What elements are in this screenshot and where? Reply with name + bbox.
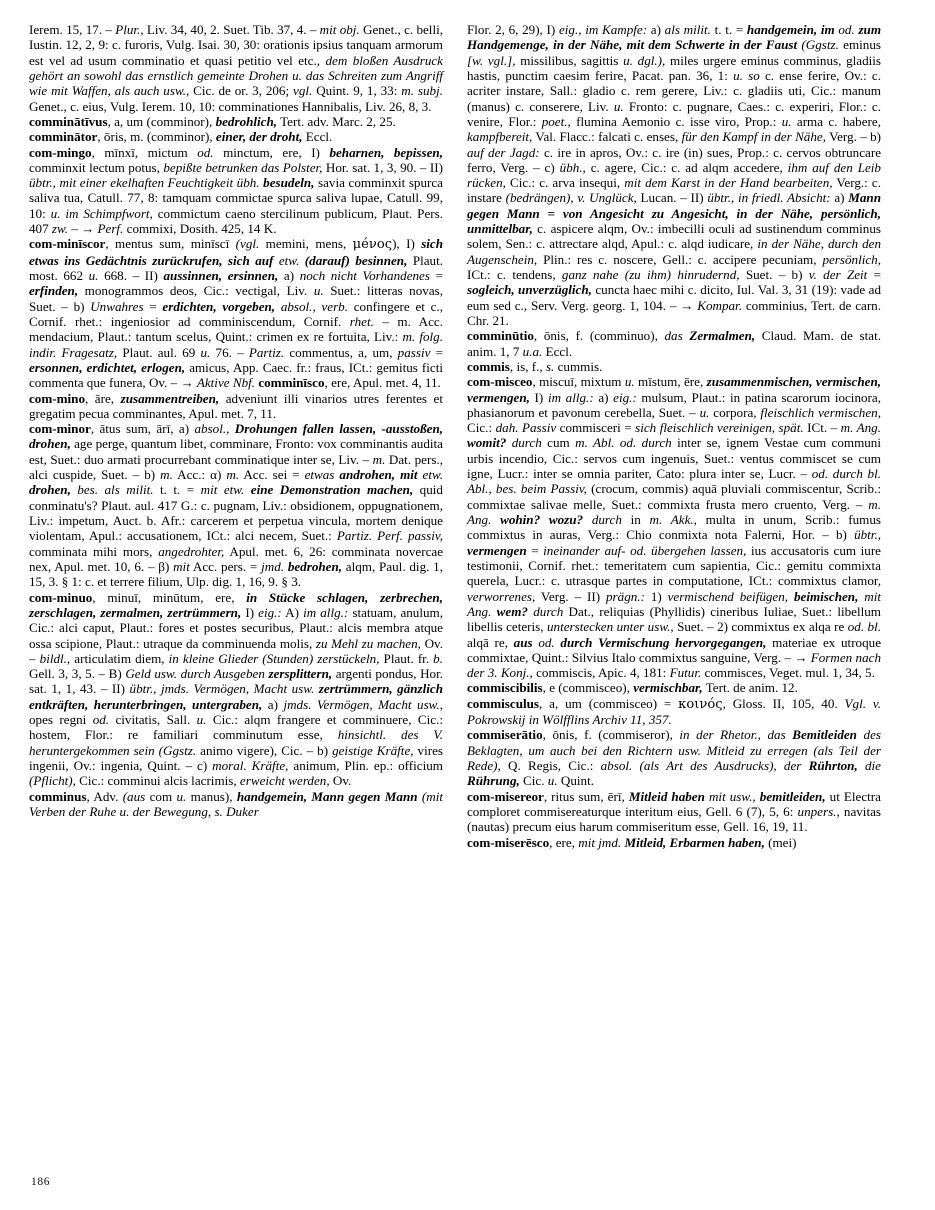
dictionary-entry: comminūtio, ōnis, f. (comminuo), das Zermalmen, Claud. Mam. de stat. anim. 1, 7 u.a. Eccl. (467, 328, 881, 359)
dictionary-entry: com-mingo, mīnxī, mictum od. minctum, ere, I) beharnen, bepissen, comminxit lectum potus, bepißte betrunken das Polster, Hor. sat. 1, 3, 90. – II) übtr., mit einer ekelhaften Feuchtigkeit übh. besudeln, savia comminxit spurca saliva tua, Catull. 77, 8: tamquam commictae spurca saliva lupae, Catull. 99, 10: u. im Schimpfwort, commictum caeno stercilinum publicum, Plaut. Pers. 407 zw. – → Perf. commixi, Dosith. 425, 14 K. (29, 144, 443, 237)
dictionary-entry: com-minīscor, mentus sum, minīscī (vgl. memini, mens, μéνος), I) sich etwas ins Gedächtnis zurückrufen, sich auf etw. (darauf) besinnen, Plaut. most. 662 u. 668. – II) aussinnen, ersinnen, a) noch nicht Vorhandenes = erfinden, monogrammos deos, Cic.: vectigal, Liv. u. Suet.: litteras novas, Suet. – b) Unwahres = erdichten, vorgeben, absol., verb. confingere et c., Cornif. rhet.: ingeniosior ad comminiscendum, Cornif. rhet. – m. Acc. mendacium, Plaut.: tantum scelus, Quint.: crimen ex re fortuita, Liv.: m. folg. indir. Fragesatz, Plaut. aul. 69 u. 76. – Partiz. commentus, a, um, passiv = ersonnen, erdichtet, erlogen, amicus, App. Caec. fr.: fraus, ICt.: gemitus ficti commenta que funera, Ov. – → Aktive Nbf. comminīsco, ere, Apul. met. 4, 11. (29, 236, 444, 391)
entry-continuation: Ierem. 15, 17. – Plur., Liv. 34, 40, 2. Suet. Tib. 37, 4. – mit obj. Genet., c. belli, Iustin. 12, 2, 9: c. furoris, Vulg. Isai. 30, 30: orationis ipsius tanquam armorum est vel ad usum comminatio et quasi petitio vel etc., dem bloßen Ausdruck gehört an sowohl das ernstlich gemeinte Drohen u. das Schreiten zum Angriff wie mit Waffen, als auch usw., Cic. de or. 3, 206; vgl. Quint. 9, 1, 33: m. subj. Genet., c. eius, Vulg. Ierem. 10, 10: comminationes Hannibalis, Liv. 26, 8, 3. (29, 22, 443, 114)
dictionary-entry: comminātor, ōris, m. (comminor), einer, der droht, Eccl. (29, 129, 333, 145)
dictionary-entry: commis, is, f., s. cummis. (467, 358, 603, 374)
two-column-body (29, 22, 909, 1152)
dictionary-entry: commiscibilis, e (commisceo), vermischbar, Tert. de anim. 12. (467, 680, 798, 696)
page-number: 186 (31, 1176, 51, 1188)
dictionary-entry: com-minor, ātus sum, ārī, a) absol., Drohungen fallen lassen, -ausstoßen, drohen, age perge, quantum libet, comminare, Fronto: vox comminantis audita est, Suet.: duo armati procurrebant comminatique inter se, Liv. – m. Dat. pers., alci cuspide, Suet. – b) m. Acc.: α) m. Acc. sei = etwas androhen, mit etw. drohen, bes. als milit. t. t. = mit etw. eine Demonstration machen, quid conminatu's? Plaut. aul. 417 G.: c. pugnam, Liv.: obsidionem, oppugnationem, Liv.: impetum, Auct. b. Afr.: carcerem et perpetua vincula, mortem denique violentam, Apul.: accusationem, ICt.: alci necem, Suet.: Partiz. Perf. passiv, comminata mihi mors, angedrohter, Apul. met. 6, 26: comminata novercae nex, Apul. met. 10, 6. – β) mit Acc. pers. = jmd. bedrohen, alqm, Paul. dig. 1, 15, 3. § 1: c. et terrere filium, Ulp. dig. 1, 16, 9. § 3. (29, 421, 444, 590)
dictionary-entry: com-mino, āre, zusammentreiben, adveniunt illi vinarios utres ferentes et gregatim pecua comminantes, Apul. met. 7, 11. (29, 390, 443, 421)
dictionary-entry: comminus, Adv. (aus com u. manus), handgemein, Mann gegen Mann (mit Verben der Ruhe u. der Bewegung, s. Duker (29, 788, 443, 819)
dictionary-entry: com-misereor, ritus sum, ērī, Mitleid haben mit usw., bemitleiden, ut Electra comploret commisereaturque interitum eius, Gell. 6 (7), 5, 6: unpers., navitas (nautas) precum eius harum commiseritum esse, Gell. 16, 19, 11. (467, 788, 881, 835)
dictionary-entry: commisculus, a, um (commisceo) = κοινóς, Gloss. II, 105, 40. Vgl. v. Pokrowskij in Wölfflins Archiv 11, 357. (467, 695, 881, 728)
left-column (29, 22, 443, 1152)
entry-continuation: Flor. 2, 6, 29), I) eig., im Kampfe: a) als milit. t. t. = handgemein, im od. zum Handgemenge, in der Nähe, mit dem Schwerte in der Faust (Ggstz. eminus [w. vgl.], missilibus, sagittis u. dgl.), miles urgere eminus comminus, gladiis hastis, punctim caesim ferire, Pacat. pan. 36, 1: u. so c. ense ferire, Ov.: c. acriter instare, Sall.: gladio c. rem gerere, Liv.: c. gladiis uti, Cic.: manum (manus) c. conserere, Liv. u. Fronto: c. pugnare, Caes.: c. experiri, Flor.: c. venire, Flor.: poet., flumina Aemonio c. isse viro, Prop.: u. arma c. habere, kampfbereit, Val. Flacc.: falcati c. enses, für den Kampf in der Nähe, Verg. – b) auf der Jagd: c. ire in apros, Ov.: c. ire (in) sues, Prop.: c. cervos obtruncare ferro, Verg. – c) übh., c. agere, Cic.: c. ad alqm accedere, ihm auf den Leib rücken, Cic.: c. arva insequi, mit dem Karst in der Hand bearbeiten, Verg.: c. instare (bedrängen), v. Unglück, Lucan. – II) übtr., in friedl. Absicht: a) Mann gegen Mann = von Angesicht zu Angesicht, in der Nähe, persönlich, unmittelbar, c. aspicere alqm, Ov.: imbecilli oculi ad sustinendum comminus solem, Sen.: c. attrectare alqd, Apul.: c. alqd iudicare, in der Nähe, durch den Augenschein, Plin.: res c. noscere, Gell.: c. accipere pecuniam, persönlich, ICt.: c. tendens, ganz nahe (zu ihm) hinrudernd, Suet. – b) v. der Zeit = sogleich, unverzüglich, cuncta haec mihi c. dicito, Iul. Val. 3, 31 (19): vade ad eum sed c., Serv. Verg. georg. 1, 104. – → Kompar. comminius, Tert. de carn. Chr. 21. (467, 22, 882, 328)
dictionary-entry: comminātīvus, a, um (comminor), bedrohlich, Tert. adv. Marc. 2, 25. (29, 113, 396, 129)
dictionary-entry: com-miserēsco, ere, mit jmd. Mitleid, Erbarmen haben, (mei) (467, 834, 797, 850)
dictionary-entry: com-minuo, minuī, minūtum, ere, in Stücke schlagen, zerbrechen, zerschlagen, zermalmen, zertrümmern, I) eig.: A) im allg.: statuam, anulum, Cic.: alci caput, Plaut.: fores et postes securibus, Plaut.: alcis membra atque ossa scipione, Plaut.: utraque da comminuenda molis, zu Mehl zu machen, Ov. – bildl., articulatim diem, in kleine Glieder (Stunden) zerstückeln, Plaut. fr. b. Gell. 3, 3, 5. – B) Geld usw. durch Ausgeben zersplittern, argenti pondus, Hor. sat. 1, 1, 43. – II) übtr., jmds. Vermögen, Macht usw. zertrümmern, gänzlich entkräften, herunterbringen, untergraben, a) jmds. Vermögen, Macht usw., opes regni od. civitatis, Sall. u. Cic.: alqm frangere et comminuere, Cic.: hostem, Flor.: re familiari comminutum esse, hinsichtl. des V. heruntergekommen sein (Ggstz. animo vigere), Cic. – b) geistige Kräfte, vires ingenii, Ov.: ingenia, Quint. – c) moral. Kräfte, animum, Plin. ep.: officium (Pflicht), Cic.: comminui alcis lacrimis, erweicht werden, Ov. (29, 589, 443, 789)
dictionary-entry: commiserātio, ōnis, f. (commiseror), in der Rhetor., das Bemitleiden des Beklagten, um auch bei den Richtern usw. Mitleid zu erregen (als Teil der Rede), Q. Regis, Cic.: absol. (als Art des Ausdrucks), der Rührton, die Rührung, Cic. u. Quint. (467, 727, 881, 789)
dictionary-entry: com-misceo, miscuī, mixtum u. mīstum, ēre, zusammenmischen, vermischen, vermengen, I) im allg.: a) eig.: mulsum, Plaut.: in patina scarorum iocinora, phasianorum et pavonum cerebella, Suet. – u. corpora, fleischlich vermischen, Cic.: dah. Passiv commisceri = sich fleischlich vereinigen, spät. ICt. – m. Ang. womit? durch cum m. Abl. od. durch inter se, ignem Vestae cum communi urbis incendio, Cic.: servos cum ingenuis, Suet.: ventus commiscet se cum igne, Lucr.: inter se omnia pariter, Cato: plura inter se, Lucr. – od. durch bl. Abl., bes. beim Passiv, (crocum, commis) aquā pluviali commiscentur, Scrib.: commixtae salivae melle, Suet.: commixta frusta mero cruento, Verg. – m. Ang. wohin? wozu? durch in m. Akk., multa in unum, Scrib.: fumus commixtus in auras, Verg.: Chio conmixta nota Falerni, Hor. – b) übtr., vermengen = ineinander auf- od. übergehen lassen, ius accusatoris cum iure testimonii, Cornif. rhet.: temeritatem cum sapientia, Cic.: gemitu commixta querela, Lucr.: c. utrasque partes in computatione, ICt.: commixtus clamor, verworrenes, Verg. – II) prägn.: 1) vermischend beifügen, beimischen, mit Ang. wem? durch Dat., reliquias (Phyllidis) cineribus Iuliae, Suet.: libellum libellis ceteris, unterstecken unter usw., Suet. – 2) commixtus ex alqa re od. bl. alqā re, aus od. durch Vermischung hervorgegangen, materiae ex utroque commixtae, Quint.: Silvius Italo commixtus sanguine, Verg. – → Formen nach der 3. Konj., commiscis, Apic. 4, 181: Futur. commisces, Veget. mul. 1, 34, 5. (467, 374, 882, 681)
right-column (467, 22, 881, 1152)
